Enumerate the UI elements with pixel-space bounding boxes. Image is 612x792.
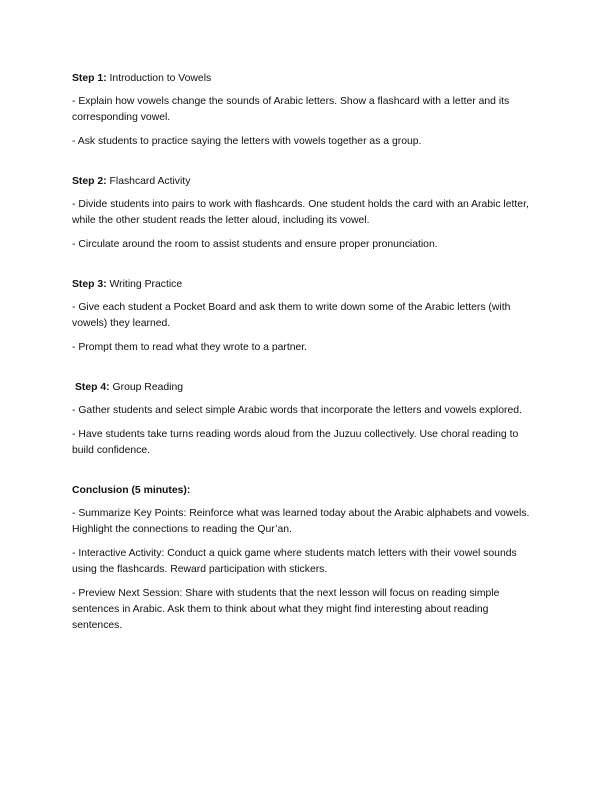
step-4-paragraph-1: - Gather students and select simple Arabic words that incorporate the letters and vowels explored. bbox=[72, 405, 522, 416]
step-3-section bbox=[72, 277, 540, 356]
step-3-paragraph-2: - Prompt them to read what they wrote to a partner. bbox=[72, 342, 308, 353]
step-3-label: Step 3: bbox=[72, 279, 107, 290]
step-3-paragraph-1: - Give each student a Pocket Board and ask them to write down some of the Arabic letters (with vowels) they learned. bbox=[72, 302, 511, 329]
step-4-heading bbox=[72, 380, 540, 396]
step-1-section bbox=[72, 71, 540, 150]
step-4-section bbox=[72, 380, 540, 459]
step-2-section bbox=[72, 174, 540, 253]
step-2-paragraph-2: - Circulate around the room to assist students and ensure proper pronunciation. bbox=[72, 239, 438, 250]
step-1-title: Introduction to Vowels bbox=[109, 73, 212, 84]
step-4-title: Group Reading bbox=[112, 382, 184, 393]
conclusion-label: Conclusion (5 minutes): bbox=[72, 485, 191, 496]
document-page bbox=[72, 71, 540, 634]
step-1-paragraph-1: - Explain how vowels change the sounds of Arabic letters. Show a flashcard with a letter and its corresponding vowel. bbox=[72, 96, 510, 123]
conclusion-heading bbox=[72, 483, 540, 499]
conclusion-paragraph-2: - Interactive Activity: Conduct a quick game where students match letters with their vowel sounds using the flashcards. Reward participation with stickers. bbox=[72, 548, 517, 575]
step-4-label: Step 4: bbox=[75, 382, 110, 393]
step-1-paragraph-2: - Ask students to practice saying the letters with vowels together as a group. bbox=[72, 136, 422, 147]
step-3-title: Writing Practice bbox=[109, 279, 183, 290]
conclusion-section bbox=[72, 483, 540, 634]
conclusion-paragraph-1: - Summarize Key Points: Reinforce what was learned today about the Arabic alphabets and vowels. Highlight the connections to reading the Qur’an. bbox=[72, 508, 530, 535]
step-2-heading bbox=[72, 174, 540, 190]
step-2-label: Step 2: bbox=[72, 176, 107, 187]
step-1-label: Step 1: bbox=[72, 73, 107, 84]
step-2-paragraph-1: - Divide students into pairs to work with flashcards. One student holds the card with an Arabic letter, while the other student reads the letter aloud, including its vowel. bbox=[72, 199, 529, 226]
step-3-heading bbox=[72, 277, 540, 293]
conclusion-paragraph-3: - Preview Next Session: Share with students that the next lesson will focus on reading simple sentences in Arabic. Ask them to think about what they might find interesting about reading sentences. bbox=[72, 588, 500, 631]
step-4-paragraph-2: - Have students take turns reading words aloud from the Juzuu collectively. Use choral reading to build confidence. bbox=[72, 429, 519, 456]
step-1-heading bbox=[72, 71, 540, 87]
step-2-title: Flashcard Activity bbox=[109, 176, 191, 187]
